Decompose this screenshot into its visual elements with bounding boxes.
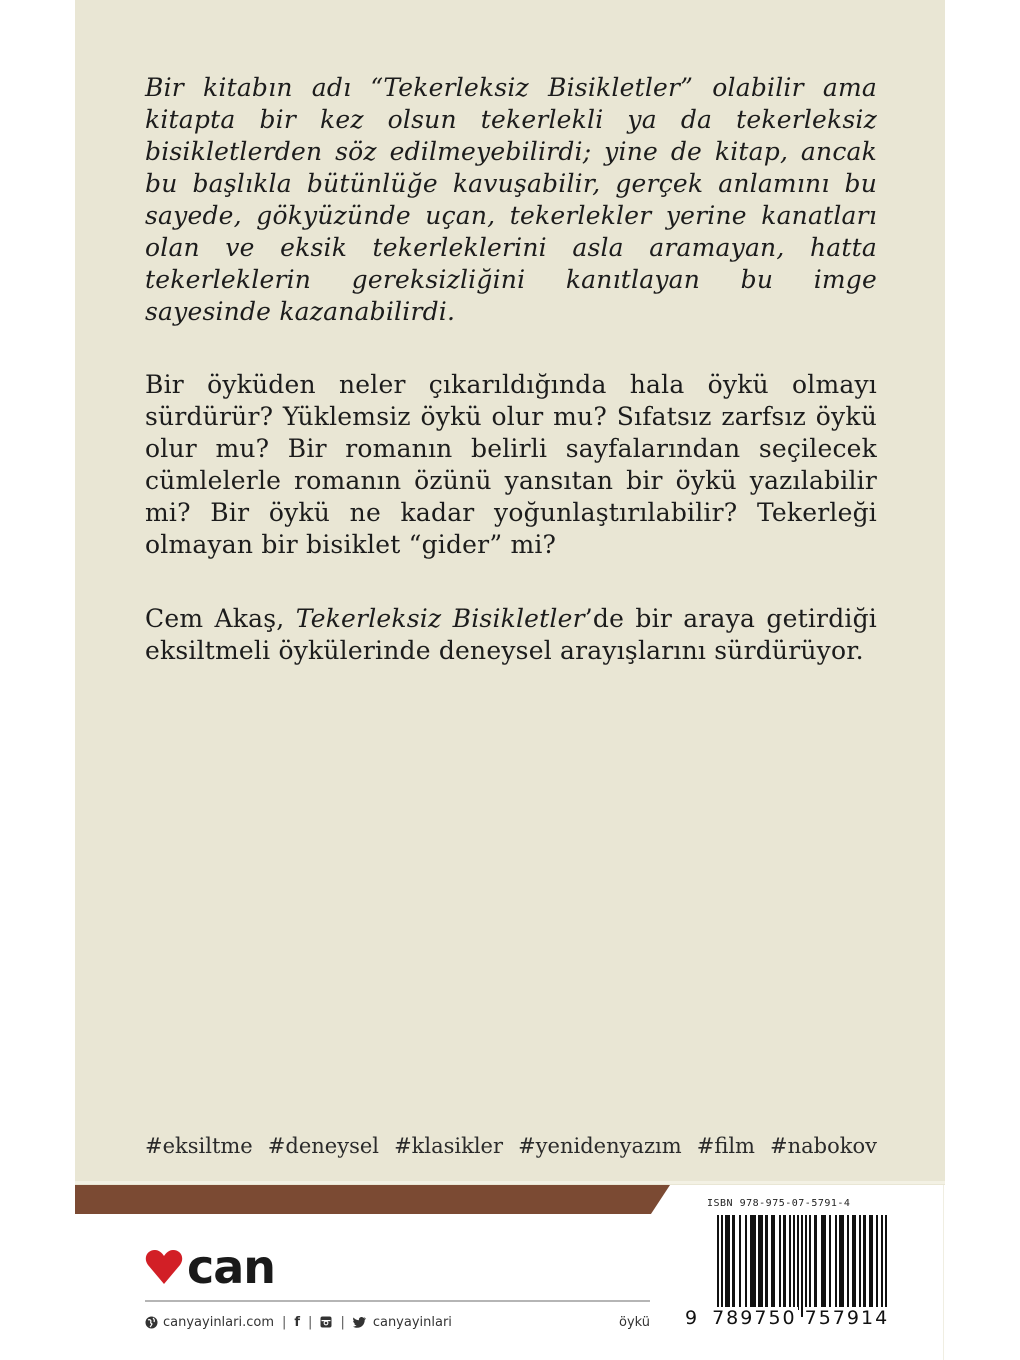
genre-label: öykü xyxy=(618,1314,650,1330)
paragraph-3-rest: ’de bir araya getirdiği eksiltmeli öykülerinde deneysel arayışlarını sürdürüyor. xyxy=(145,604,877,665)
isbn-label: ISBN 978-975-07-5791-4 xyxy=(707,1198,851,1209)
hashtag: #eksiltme xyxy=(145,1134,253,1158)
publisher-logo xyxy=(145,1240,276,1294)
hashtag: #yenidenyazım xyxy=(518,1134,682,1158)
heart-icon xyxy=(145,1249,183,1285)
blurb-paragraph-3 xyxy=(145,603,877,667)
footer-divider xyxy=(145,1300,650,1302)
twitter-icon[interactable] xyxy=(353,1317,366,1328)
hashtag: #klasikler xyxy=(394,1134,504,1158)
website-link[interactable]: canyayinlari.com xyxy=(163,1314,274,1330)
book-title-italic: Tekerleksiz Bisikletler xyxy=(295,604,585,633)
book-back-cover xyxy=(75,0,945,1360)
barcode-number xyxy=(685,1307,890,1329)
isbn-barcode-block xyxy=(685,1195,890,1335)
barcode-group-1: 789750 xyxy=(712,1307,797,1329)
hashtag-list xyxy=(145,1134,877,1158)
blurb-paragraph-1: Bir kitabın adı “Tekerleksiz Bisikletler” olabilir ama kitapta bir kez olsun tekerlekli ya da tekerleksiz bisikletlerden söz edilmeyebilirdi; yine de kitap, ancak bu başlıkla bütünlüğe kavuşabilir, gerçek anlamını bu sayede, gökyüzünde uçan, tekerlekler yerine kanatları olan ve eksik tekerleklerini asla aramayan, hatta tekerleklerin gereksizliğini kanıtlayan bu imge sayesinde kazanabilirdi. xyxy=(145,73,877,326)
blurb-paragraph-2: Bir öyküden neler çıkarıldığında hala öykü olmayı sürdürür? Yüklemsiz öykü olur mu? Sıfatsız zarfsız öykü olur mu? Bir romanın belirli sayfalarından seçilecek cümlelerle romanın özünü yansıtan bir öykü yazılabilir mi? Bir öykü ne kadar yoğunlaştırılabilir? Tekerleği olmayan bir bisiklet “gider” mi? xyxy=(145,370,877,559)
barcode-group-2: 757914 xyxy=(804,1307,890,1329)
hashtag: #film xyxy=(696,1134,755,1158)
paragraph-3-intro: Cem Akaş, xyxy=(145,604,296,633)
twitter-handle[interactable]: canyayinlari xyxy=(372,1314,452,1330)
instagram-icon[interactable] xyxy=(320,1316,332,1328)
facebook-icon[interactable]: f xyxy=(294,1314,301,1330)
barcode-lead-digit: 9 xyxy=(685,1307,698,1329)
publisher-links: canyayinlari.com | f | | canyayinlari öykü xyxy=(145,1311,650,1333)
barcode-icon xyxy=(717,1215,892,1317)
logo-text: can xyxy=(187,1240,276,1294)
cream-panel xyxy=(75,0,945,1185)
hashtag: #nabokov xyxy=(770,1134,877,1158)
hashtag: #deneysel xyxy=(267,1134,380,1158)
divider xyxy=(75,1181,945,1184)
brown-band xyxy=(75,1185,670,1214)
globe-icon xyxy=(145,1316,158,1329)
page-edge xyxy=(943,1185,944,1360)
